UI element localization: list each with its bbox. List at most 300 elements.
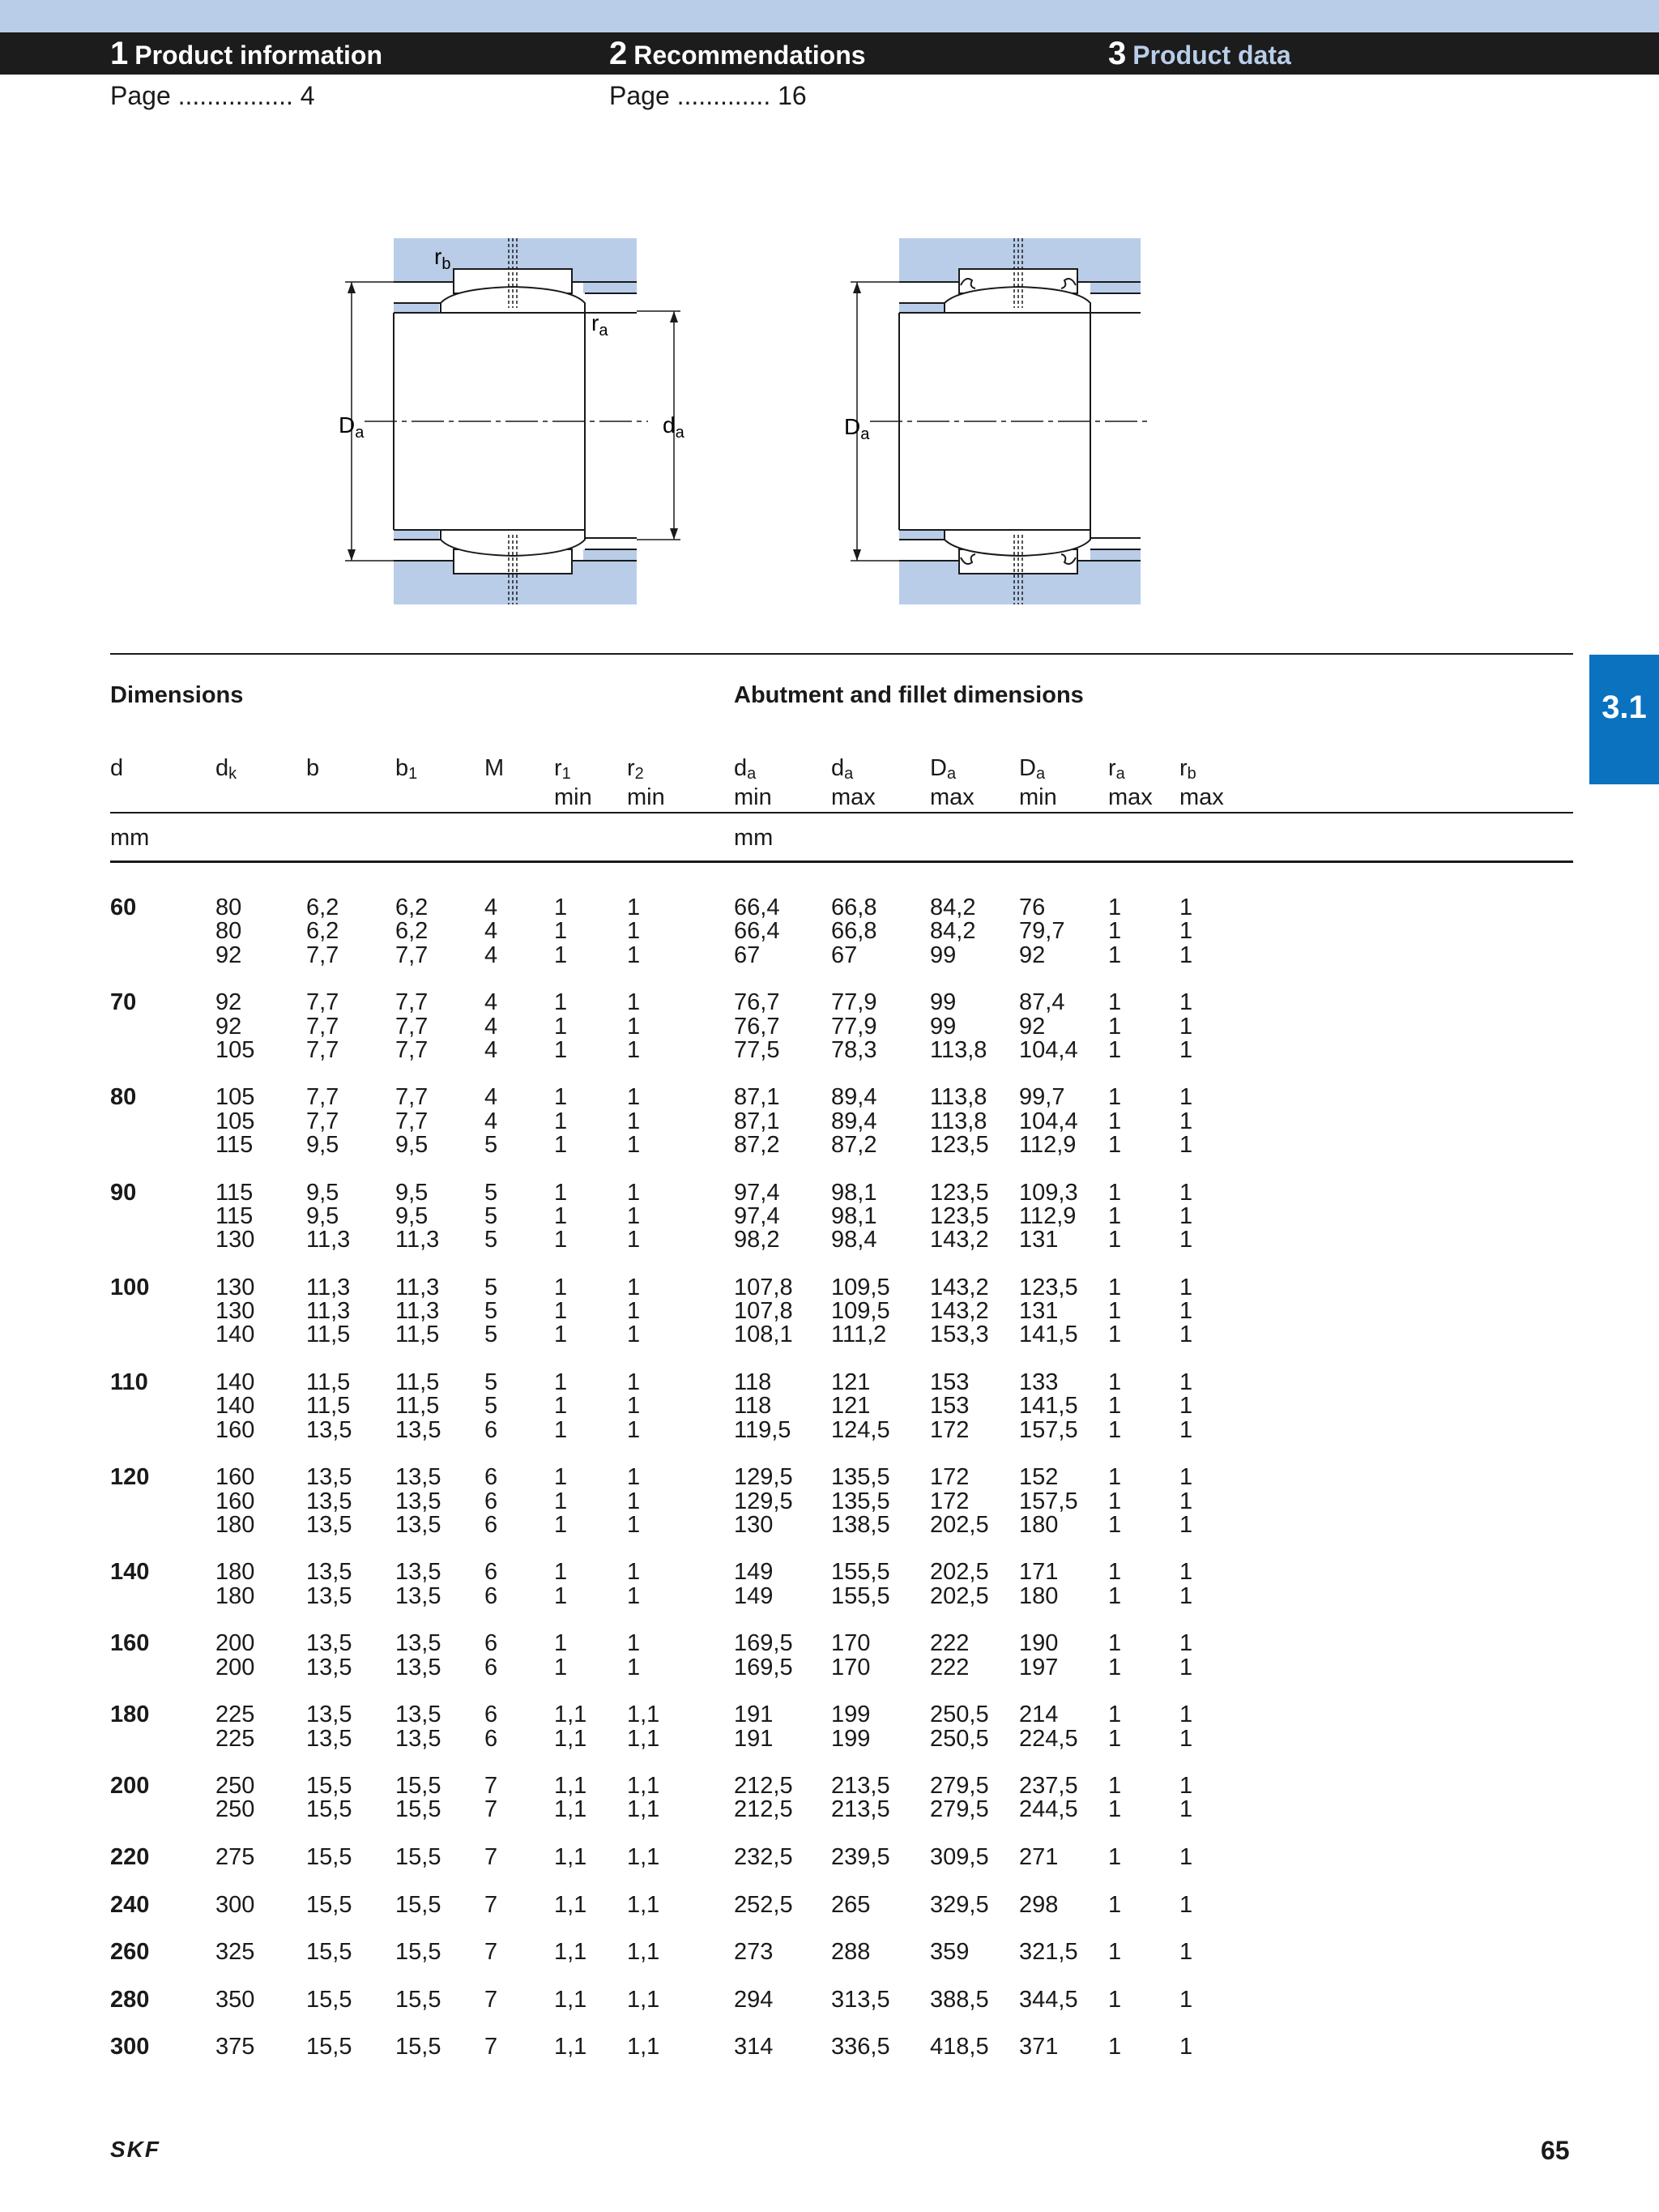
table-cell: 202,5 [930,1582,989,1609]
table-cell: 98,2 [734,1227,780,1253]
table-cell: 325 [215,1939,255,1966]
table-cell: 13,5 [395,1488,441,1514]
table-cell: 250 [215,1773,255,1800]
page-ref-product-information[interactable] [110,81,315,111]
table-cell: 1 [554,1132,568,1158]
table-cell: 275 [215,1844,255,1870]
table-cell: 1 [1179,1654,1193,1680]
table-cell: 98,1 [831,1202,877,1229]
table-cell: 97,4 [734,1202,780,1229]
table-cell: 336,5 [831,2034,890,2060]
table-cell: 113,8 [930,1036,987,1063]
table-cell: 1 [554,1559,568,1586]
table-cell: 13,5 [306,1582,352,1609]
table-cell: 250,5 [930,1702,989,1728]
table-cell: 1 [627,1036,641,1063]
table-cell: 1 [1108,1939,1122,1966]
table-cell: 5 [484,1369,498,1395]
table-cell: 225 [215,1702,255,1728]
table-cell: 87,1 [734,1084,780,1111]
table-cell: 1 [1108,1274,1122,1300]
group-heading-abutment: Abutment and fillet dimensions [734,682,1084,708]
column-header [306,757,319,780]
table-cell: 1,1 [627,1844,660,1870]
table-cell: 5 [484,1393,498,1420]
nav-number: 3 [1108,36,1127,71]
column-header [1179,757,1224,809]
table-cell: 237,5 [1019,1773,1078,1800]
table-cell: 170 [831,1654,871,1680]
table-cell: 172 [930,1464,970,1491]
table-cell: 1 [1179,1369,1193,1395]
table-cell: 1,1 [554,1844,587,1870]
table-cell: 359 [930,1939,970,1966]
table-cell: 1 [1108,1796,1122,1823]
table-cell: 4 [484,989,498,1016]
table-cell: 4 [484,1108,498,1134]
table-cell: 309,5 [930,1844,989,1870]
table-cell: 15,5 [395,1939,441,1966]
table-cell: 5 [484,1179,498,1206]
table-cell: 15,5 [306,1939,352,1966]
table-cell: 213,5 [831,1773,890,1800]
table-cell: 1 [1179,1939,1193,1966]
table-cell: 172 [930,1488,970,1514]
table-cell: 1,1 [554,1939,587,1966]
table-cell: 1 [627,1132,641,1158]
table-cell: 97,4 [734,1179,780,1206]
nav-number: 1 [110,36,129,71]
table-cell: 143,2 [930,1274,989,1300]
table-cell: 1 [1179,1725,1193,1752]
table-cell: 99 [930,942,957,968]
table-cell: 9,5 [395,1202,429,1229]
table-cell: 202,5 [930,1511,989,1538]
table-cell: 123,5 [930,1202,989,1229]
table-cell: 199 [831,1725,871,1752]
table-cell: 1 [1108,1227,1122,1253]
table-cell: 1 [1108,1369,1122,1395]
table-cell: 121 [831,1393,871,1420]
table-cell: 197 [1019,1654,1059,1680]
table-cell: 1 [1179,895,1193,920]
column-header-subscript: 2 [634,765,644,783]
table-cell: 1 [1108,1654,1122,1680]
table-cell: 98,1 [831,1179,877,1206]
table-cell: 1 [1179,1274,1193,1300]
table-cell: 76,7 [734,989,780,1016]
table-cell: 104,4 [1019,1108,1078,1134]
table-cell: 1 [1108,1702,1122,1728]
table-cell: 84,2 [930,895,976,920]
table-cell: 13,5 [306,1464,352,1491]
table-cell: 4 [484,1084,498,1111]
table-cell: 13,5 [395,1725,441,1752]
column-header [484,757,504,780]
group-heading-dimensions: Dimensions [110,682,244,708]
table-cell: 7,7 [395,1084,429,1111]
table-cell: 212,5 [734,1773,793,1800]
table-cell: 1 [554,1298,568,1325]
column-header [110,757,123,780]
column-header-qualifier: max [1108,784,1153,810]
table-cell: 7,7 [306,942,339,968]
table-cell: 1 [627,1369,641,1395]
column-header [627,757,665,809]
table-cell: 199 [831,1702,871,1728]
table-cell: 112,9 [1019,1132,1077,1158]
page-number: 65 [1541,2136,1570,2165]
table-cell: 5 [484,1322,498,1348]
table-cell: 1 [1179,1702,1193,1728]
column-header-symbol: b [306,755,320,781]
table-cell: 1 [1108,1986,1122,2013]
table-cell: 418,5 [930,2034,989,2060]
table-cell: 225 [215,1725,255,1752]
table-cell: 9,5 [306,1132,339,1158]
table-cell: 123,5 [930,1132,989,1158]
table-cell: 13,5 [395,1582,441,1609]
table-cell: 6,2 [306,918,339,945]
table-cell: 250,5 [930,1725,989,1752]
table-cell: 1 [554,1511,568,1538]
table-cell: 180 [1019,1582,1059,1609]
bore-diameter: 100 [110,1274,150,1300]
table-cell: 1 [1108,1084,1122,1111]
table-cell: 149 [734,1582,774,1609]
table-cell: 1 [627,1393,641,1420]
table-cell: 143,2 [930,1298,989,1325]
table-cell: 1,1 [627,1939,660,1966]
table-cell: 288 [831,1939,871,1966]
table-cell: 123,5 [1019,1274,1078,1300]
nav-product-data[interactable] [1108,32,1291,75]
table-cell: 77,9 [831,1013,877,1040]
table-cell: 1 [627,1227,641,1253]
column-header-symbol: d [831,755,845,781]
table-cell: 141,5 [1019,1393,1078,1420]
bore-diameter: 220 [110,1844,150,1870]
table-cell: 1 [1179,1298,1193,1325]
column-header [554,757,592,809]
table-header-rule [110,812,1573,813]
bore-diameter: 240 [110,1891,150,1918]
table-cell: 273 [734,1939,774,1966]
table-cell: 131 [1019,1227,1059,1253]
table-cell: 5 [484,1227,498,1253]
table-cell: 79,7 [1019,918,1065,945]
column-header-qualifier: min [1019,784,1057,810]
table-cell: 66,4 [734,918,780,945]
table-cell: 171 [1019,1559,1059,1586]
nav-recommendations[interactable] [609,32,866,75]
section-tab[interactable]: 3.1 [1589,655,1659,784]
table-cell: 157,5 [1019,1488,1078,1514]
table-cell: 329,5 [930,1891,989,1918]
table-cell: 1 [1108,1202,1122,1229]
table-cell: 6 [484,1582,498,1609]
table-cell: 1 [627,895,641,920]
table-cell: 190 [1019,1630,1059,1657]
column-header-symbol: r [1179,755,1188,781]
table-cell: 140 [215,1369,255,1395]
table-cell: 9,5 [395,1179,429,1206]
table-cell: 344,5 [1019,1986,1078,2013]
table-cell: 1 [554,1202,568,1229]
table-cell: 6 [484,1488,498,1514]
table-cell: 149 [734,1559,774,1586]
table-cell: 7 [484,1796,498,1823]
table-cell: 350 [215,1986,255,2013]
table-cell: 153 [930,1369,970,1395]
table-cell: 1 [554,1630,568,1657]
table-cell: 1 [1108,989,1122,1016]
table-cell: 6 [484,1416,498,1443]
table-cell: 113,8 [930,1108,987,1134]
table-cell: 1 [627,1202,641,1229]
table-cell: 160 [215,1464,255,1491]
table-cell: 1,1 [554,1773,587,1800]
table-cell: 7,7 [306,1013,339,1040]
column-header-subscript: a [747,765,757,783]
table-cell: 138,5 [831,1511,890,1538]
table-cell: 11,3 [306,1274,351,1300]
table-cell: 129,5 [734,1464,793,1491]
table-cell: 1 [1108,1511,1122,1538]
column-header [734,757,772,809]
table-cell: 66,8 [831,895,877,920]
table-cell: 67 [831,942,858,968]
table-cell: 15,5 [306,1796,352,1823]
table-cell: 15,5 [395,2034,441,2060]
column-header-symbol: d [734,755,748,781]
table-cell: 6 [484,1559,498,1586]
table-cell: 92 [1019,942,1046,968]
table-cell: 1 [1108,1179,1122,1206]
table-cell: 1 [1179,1488,1193,1514]
table-cell: 222 [930,1654,970,1680]
table-cell: 5 [484,1274,498,1300]
table-cell: 99 [930,1013,957,1040]
table-cell: 1 [1179,1844,1193,1870]
column-header-subscript: a [1035,765,1046,783]
table-cell: 15,5 [306,1773,352,1800]
nav-label: Product information [134,41,383,70]
bore-diameter: 80 [110,1084,137,1111]
column-header-symbol: d [110,755,124,781]
table-cell: 92 [215,1013,242,1040]
column-header-subscript: k [228,765,237,783]
table-cell: 6 [484,1464,498,1491]
table-cell: 222 [930,1630,970,1657]
table-cell: 129,5 [734,1488,793,1514]
column-header-subscript: 1 [408,765,418,783]
table-cell: 109,3 [1019,1179,1078,1206]
table-cell: 130 [215,1227,255,1253]
nav-product-information[interactable] [110,32,382,75]
bore-diameter: 160 [110,1630,150,1657]
table-cell: 1 [627,989,641,1016]
table-cell: 1,1 [554,1986,587,2013]
table-cell: 1 [627,942,641,968]
table-cell: 1 [1108,895,1122,920]
table-cell: 314 [734,2034,774,2060]
table-cell: 5 [484,1298,498,1325]
table-cell: 121 [831,1369,871,1395]
table-cell: 1 [627,1084,641,1111]
table-cell: 1 [1179,1796,1193,1823]
label-sub: a [599,322,608,339]
table-cell: 7,7 [395,1108,429,1134]
table-cell: 1,1 [554,1702,587,1728]
table-cell: 11,3 [395,1274,440,1300]
column-header [1108,757,1153,809]
label-Da-left [339,412,365,442]
table-cell: 118 [734,1393,772,1420]
diagram-right [844,238,1150,604]
column-header-symbol: b [395,755,409,781]
table-cell: 1 [1179,1179,1193,1206]
table-cell: 160 [215,1488,255,1514]
table-cell: 1 [1108,918,1122,945]
table-cell: 1 [1179,942,1193,968]
table-cell: 1 [554,918,568,945]
table-cell: 1,1 [554,1891,587,1918]
table-cell: 109,5 [831,1298,890,1325]
table-cell: 153 [930,1393,970,1420]
bore-diameter: 180 [110,1702,150,1728]
column-header-symbol: D [1019,755,1036,781]
table-cell: 191 [734,1725,774,1752]
table-cell: 1 [1179,918,1193,945]
table-cell: 172 [930,1416,970,1443]
table-cell: 9,5 [306,1202,339,1229]
table-cell: 1 [554,895,568,920]
column-header-symbol: D [930,755,947,781]
table-cell: 13,5 [306,1488,352,1514]
table-cell: 67 [734,942,761,968]
table-cell: 294 [734,1986,774,2013]
column-header-qualifier: max [831,784,876,810]
table-cell: 13,5 [306,1630,352,1657]
table-cell: 1 [1108,1464,1122,1491]
table-cell: 212,5 [734,1796,793,1823]
table-cell: 1 [627,1559,641,1586]
column-header-qualifier: min [554,784,592,810]
table-cell: 7,7 [306,1108,339,1134]
table-cell: 1 [1179,1986,1193,2013]
table-cell: 87,4 [1019,989,1065,1016]
table-cell: 4 [484,1013,498,1040]
nav-number: 2 [609,36,628,71]
column-header-qualifier: max [1179,784,1224,810]
table-cell: 200 [215,1654,255,1680]
table-cell: 15,5 [306,1844,352,1870]
column-header-symbol: d [215,755,229,781]
table-cell: 1 [1179,1036,1193,1063]
table-cell: 169,5 [734,1630,793,1657]
table-cell: 99,7 [1019,1084,1065,1111]
table-cell: 213,5 [831,1796,890,1823]
table-cell: 1,1 [554,1725,587,1752]
column-header [215,757,237,786]
table-cell: 6 [484,1725,498,1752]
table-cell: 1 [627,1488,641,1514]
bore-diameter: 300 [110,2034,150,2060]
table-cell: 13,5 [306,1559,352,1586]
table-cell: 1 [1108,1725,1122,1752]
table-cell: 140 [215,1393,255,1420]
table-cell: 13,5 [395,1511,441,1538]
table-cell: 5 [484,1202,498,1229]
table-cell: 1 [554,1322,568,1348]
table-cell: 89,4 [831,1084,877,1111]
table-cell: 1 [1108,1322,1122,1348]
table-cell: 115 [215,1179,254,1206]
table-cell: 108,1 [734,1322,793,1348]
bore-diameter: 200 [110,1773,150,1800]
table-cell: 1 [554,1464,568,1491]
table-cell: 4 [484,895,498,920]
table-cell: 141,5 [1019,1322,1078,1348]
label-main: r [591,310,599,335]
table-cell: 170 [831,1630,871,1657]
table-cell: 1 [1108,1298,1122,1325]
table-cell: 1 [1179,1773,1193,1800]
table-cell: 388,5 [930,1986,989,2013]
table-cell: 15,5 [395,1773,441,1800]
table-cell: 6 [484,1654,498,1680]
table-cell: 1 [1179,1202,1193,1229]
table-cell: 9,5 [306,1179,339,1206]
table-cell: 1 [627,1108,641,1134]
table-cell: 105 [215,1108,255,1134]
column-header-symbol: r [1108,755,1116,781]
table-cell: 4 [484,942,498,968]
table-cell: 92 [215,942,242,968]
top-color-band [0,0,1659,32]
table-cell: 250 [215,1796,255,1823]
table-cell: 7 [484,2034,498,2060]
table-cell: 115 [215,1132,254,1158]
table-cell: 1 [1108,1844,1122,1870]
page-ref-recommendations[interactable] [609,81,807,111]
table-cell: 1 [1179,1582,1193,1609]
table-cell: 1,1 [627,1986,660,2013]
bore-diameter: 110 [110,1369,148,1395]
table-cell: 298 [1019,1891,1059,1918]
table-cell: 7 [484,1844,498,1870]
table-cell: 1 [554,1416,568,1443]
table-cell: 1 [554,1393,568,1420]
page-ref-label: Page [609,81,670,110]
table-cell: 1 [554,942,568,968]
table-cell: 6,2 [395,895,429,920]
column-header-symbol: r [627,755,635,781]
column-header-qualifier: min [627,784,665,810]
table-cell: 1 [1108,1488,1122,1514]
table-cell: 1 [1108,1582,1122,1609]
table-cell: 15,5 [306,2034,352,2060]
table-cell: 6 [484,1630,498,1657]
table-cell: 7,7 [306,989,339,1016]
label-sub: a [675,424,684,442]
column-header [831,757,876,809]
table-cell: 265 [831,1891,871,1918]
table-cell: 11,5 [395,1322,440,1348]
table-cell: 76,7 [734,1013,780,1040]
table-cell: 1 [554,1036,568,1063]
